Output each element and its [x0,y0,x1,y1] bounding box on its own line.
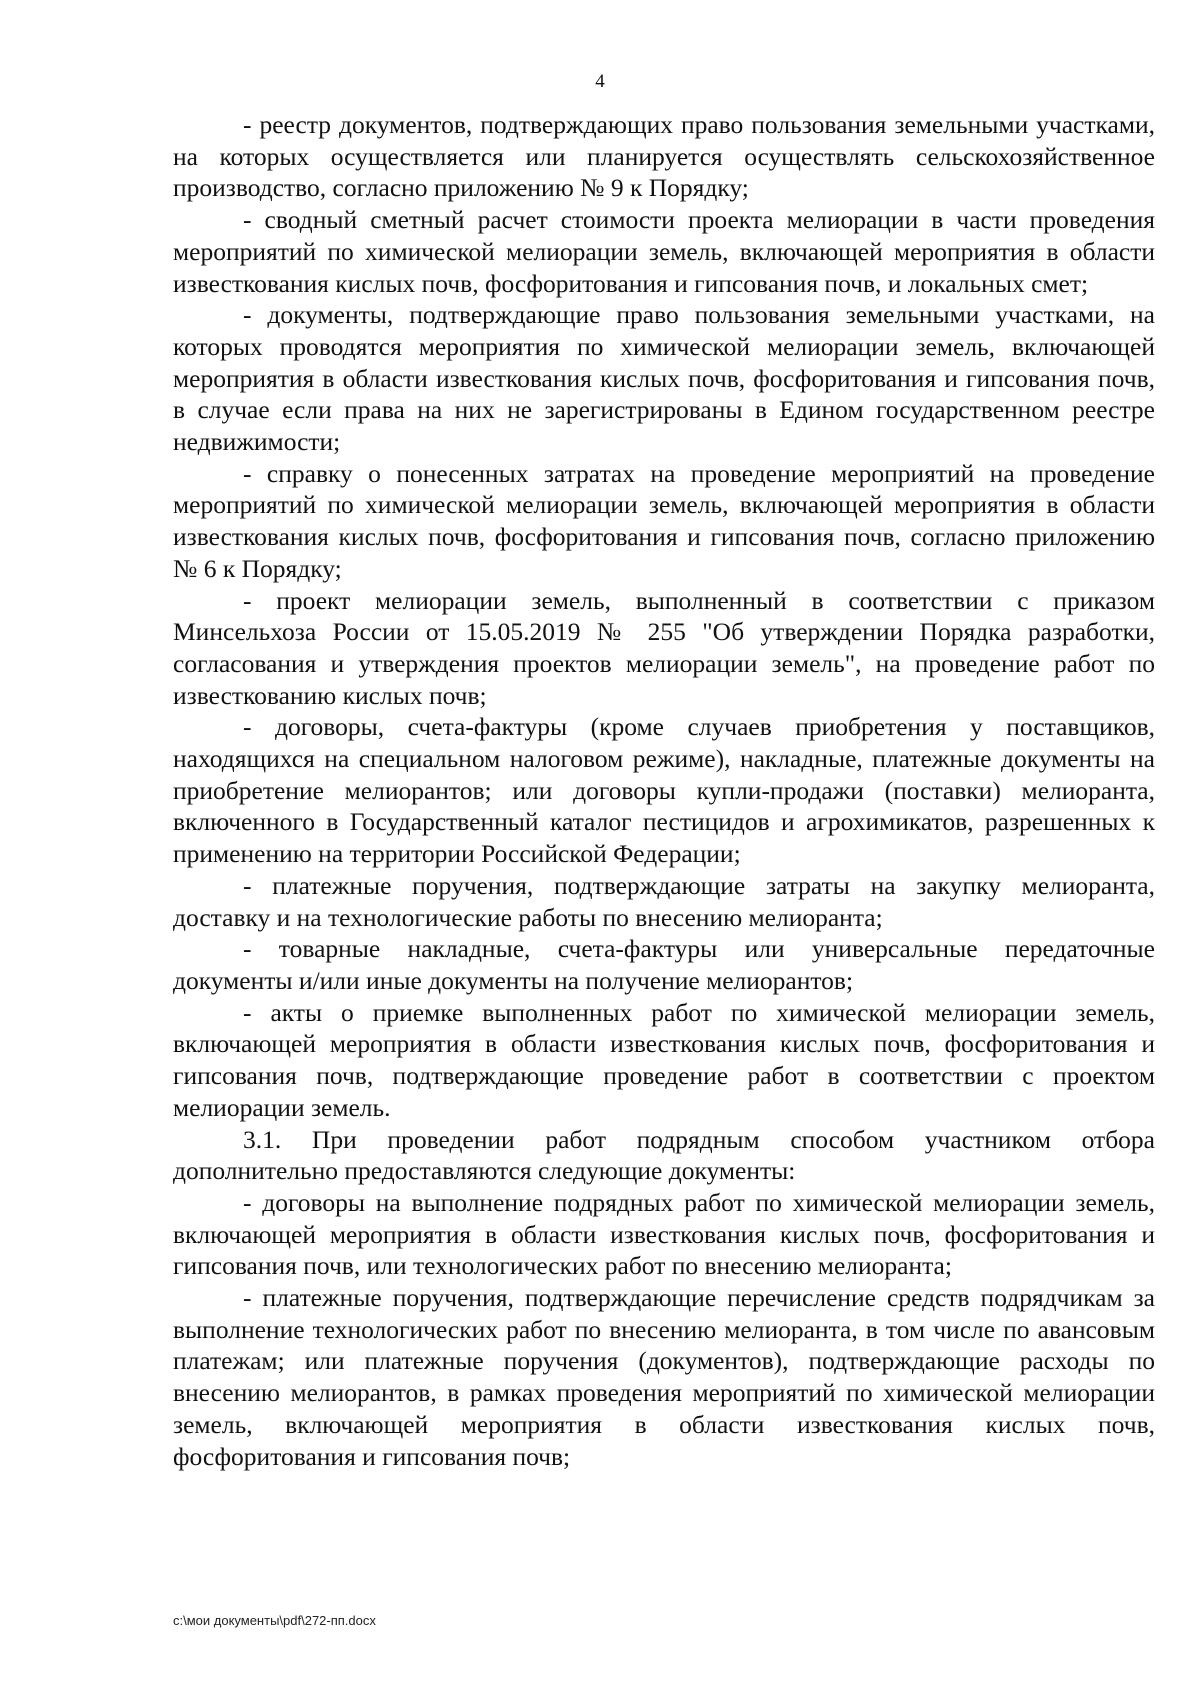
paragraph-cost-certificate: - справку о понесенных затратах на проведение мероприятий на проведение мероприятий по химической мелиорации земель, включающей мероприятия в области известкования кислых почв, фосфоритования и гипсования почв, согласно приложению № 6 к Порядку; [173,458,1155,583]
footer-file-path: c:\мои документы\pdf\272-пп.docx [173,1613,376,1628]
paragraph-section-3-1: 3.1. При проведении работ подрядным способом участником отбора дополнительно предоставляются следующие документы: [173,1124,1155,1186]
paragraph-acceptance-acts: - акты о приемке выполненных работ по химической мелиорации земель, включающей мероприятия в области известкования кислых почв, фосфоритования и гипсования почв, подтверждающие проведение работ в соответствии с проектом мелиорации земель. [173,997,1155,1122]
paragraph-registry-documents: - реестр документов, подтверждающих право пользования земельными участками, на которых осуществляется или планируется осуществлять сельскохозяйственное производство, согласно приложению № 9 к Порядку; [173,110,1155,203]
paragraph-contractor-payments: - платежные поручения, подтверждающие перечисление средств подрядчикам за выполнение технологических работ по внесению мелиоранта, в том числе по авансовым платежам; или платежные поручения (документов), подтверждающие расходы по внесению мелиорантов, в рамках проведения мероприятий по химической мелиорации земель, включающей мероприятия в области известкования кислых почв, фосфоритования и гипсования почв; [173,1283,1155,1471]
document-body [173,109,1155,1472]
paragraph-contractor-agreements: - договоры на выполнение подрядных работ по химической мелиорации земель, включающей мероприятия в области известкования кислых почв, фосфоритования и гипсования почв, или технологических работ по внесению мелиоранта; [173,1187,1155,1281]
paragraph-contracts-invoices: - договоры, счета-фактуры (кроме случаев приобретения у поставщиков, находящихся на специальном налоговом режиме), накладные, платежные документы на приобретение мелиорантов; или договоры купли-продажи (поставки) мелиоранта, включенного в Государственный каталог пестицидов и агрохимикатов, разрешенных к применению на территории Российской Федерации; [173,712,1155,869]
paragraph-payment-orders: - платежные поручения, подтверждающие затраты на закупку мелиоранта, доставку и на технологические работы по внесению мелиоранта; [173,870,1155,932]
paragraph-cost-estimate: - сводный сметный расчет стоимости проекта мелиорации в части проведения мероприятий по химической мелиорации земель, включающей мероприятия в области известкования кислых почв, фосфоритования и гипсования почв, и локальных смет; [173,205,1155,298]
paragraph-land-rights: - документы, подтверждающие право пользования земельными участками, на которых проводятся мероприятия по химической мелиорации земель, включающей мероприятия в области известкования кислых почв, фосфоритования и гипсования почв, в случае если права на них не зарегистрированы в Едином государственном реестре недвижимости; [173,300,1155,457]
page-number: 4 [595,71,605,92]
paragraph-waybills: - товарные накладные, счета-фактуры или универсальные передаточные документы и/или иные документы на получение мелиорантов; [173,934,1155,995]
paragraph-melioration-project: - проект мелиорации земель, выполненный в соответствии с приказом Минсельхоза России от 15.05.2019 № 255 "Об утверждении Порядка разработки, согласования и утверждения проектов мелиорации земель", на проведение работ по известкованию кислых почв; [173,585,1155,710]
